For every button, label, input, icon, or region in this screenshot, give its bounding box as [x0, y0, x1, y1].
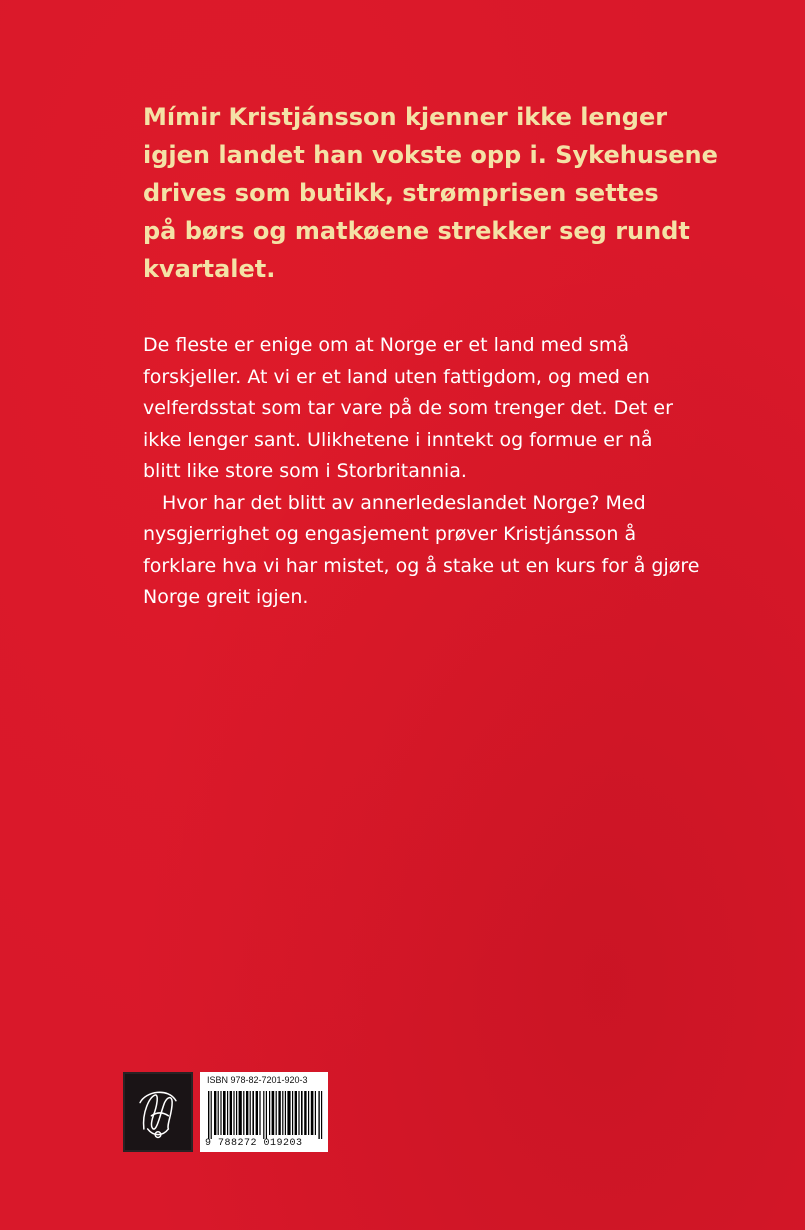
isbn-label: ISBN 978-82-7201-920-3 — [201, 1073, 327, 1087]
barcode-graphic — [205, 1090, 327, 1140]
lede-line: kvartalet. — [143, 255, 276, 283]
isbn-barcode-block — [200, 1072, 328, 1152]
lede-paragraph — [143, 98, 718, 288]
blurb-line: Hvor har det blitt av annerledeslandet Norge? Med — [162, 491, 646, 514]
lede-line: på børs og matkøene strekker seg rundt — [143, 217, 690, 245]
blurb-line: Norge greit igjen. — [143, 586, 309, 608]
blurb-line: forskjeller. At vi er et land uten fattigdom, og med en — [143, 365, 650, 388]
blurb-line: blitt like store som i Storbritannia. — [143, 460, 467, 482]
blurb-line: velferdsstat som tar vare på de som trenger det. Det er — [143, 397, 673, 419]
blurb-line: ikke lenger sant. Ulikhetene i inntekt og formue er nå — [143, 428, 653, 451]
publisher-monogram-logo-icon — [123, 1072, 193, 1152]
blurb-body — [143, 330, 743, 614]
blurb-line: De fleste er enige om at Norge er et land med små — [143, 334, 629, 356]
lede-line: drives som butikk, strømprisen settes — [143, 179, 659, 207]
barcode-digits: 9 788272 019203 — [205, 1138, 303, 1149]
lede-line: igjen landet han vokste opp i. Sykehusene — [143, 141, 718, 169]
blurb-line: forklare hva vi har mistet, og å stake ut en kurs for å gjøre — [143, 554, 700, 577]
lede-line: Mímir Kristjánsson kjenner ikke lenger — [143, 103, 668, 131]
blurb-line: nysgjerrighet og engasjement prøver Kristjánsson å — [143, 523, 637, 545]
